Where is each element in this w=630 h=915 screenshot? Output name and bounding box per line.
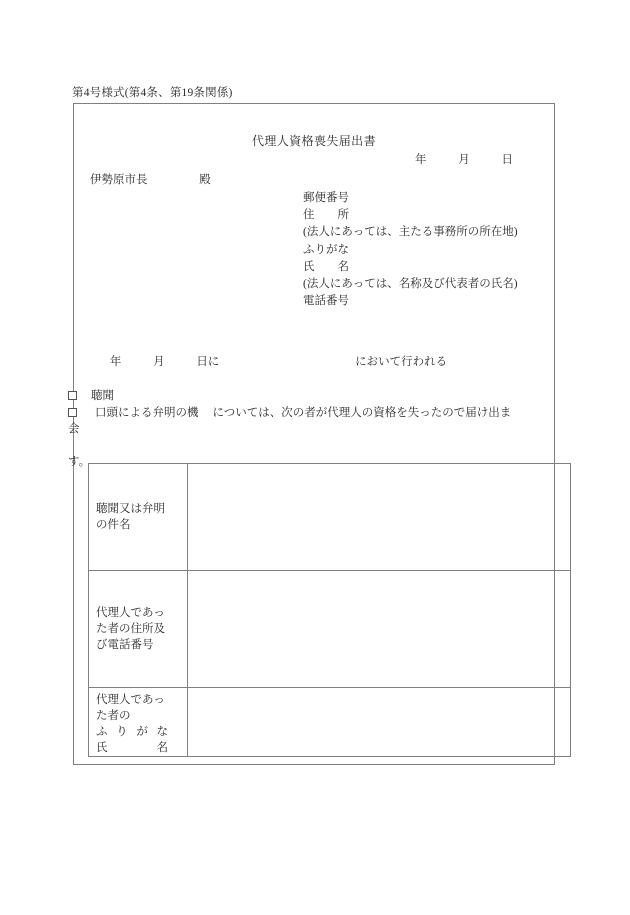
checkbox-row-oral-statement[interactable] — [68, 405, 558, 422]
table-row-label-agent-address — [89, 571, 188, 688]
label-line: の件名 — [96, 519, 131, 531]
body-ending: す。 — [68, 455, 91, 468]
addressee-recipient: 伊勢原市長 — [90, 174, 148, 186]
form-number: 第4号様式(第4条、第19条関係) — [72, 87, 233, 99]
postal-code-label: 郵便番号 — [303, 192, 349, 204]
table-row — [89, 688, 571, 757]
checkbox-label-hearing: 聴聞 — [91, 390, 114, 402]
name-note: (法人にあっては、名称及び代表者の氏名) — [303, 278, 518, 291]
addressee-line — [90, 171, 211, 187]
checkbox-icon[interactable] — [68, 391, 77, 400]
label-line: た者の住所及 — [96, 623, 165, 635]
event-date-location-line — [73, 353, 555, 369]
body-clause: については、次の者が代理人の資格を失ったので届け出ま — [212, 406, 512, 419]
checkbox-icon[interactable] — [68, 408, 77, 417]
table-row — [89, 571, 571, 688]
date-month-label: 月 — [458, 154, 470, 166]
label-line: 聴聞又は弁明 — [96, 503, 165, 515]
table-row-label-subject — [89, 464, 188, 571]
applicant-info-block — [303, 190, 518, 310]
label-line: 代理人であっ — [96, 607, 165, 619]
date-day-label: 日 — [501, 154, 513, 166]
label-line: 代理人であっ — [96, 694, 165, 706]
event-month-label: 月 — [153, 356, 165, 368]
table-row — [89, 464, 571, 571]
address-label: 住 所 — [303, 209, 349, 222]
furigana-label: ふりがな — [303, 243, 349, 256]
event-location-suffix: において行われる — [355, 356, 448, 368]
table-cell-agent-address-value[interactable] — [188, 571, 571, 688]
table-row-label-agent-name — [89, 688, 188, 757]
label-line: た者の — [96, 710, 131, 722]
submission-date-line — [73, 151, 555, 167]
event-day-label: 日に — [196, 356, 220, 368]
checkbox-label-oral-statement: 口頭による弁明の機 — [95, 406, 199, 419]
addressee-honorific: 殿 — [199, 174, 211, 186]
date-year-label: 年 — [415, 154, 427, 166]
name-label: 氏 名 — [303, 260, 349, 273]
phone-label: 電話番号 — [303, 295, 349, 308]
address-note: (法人にあっては、主たる事務所の所在地) — [303, 226, 518, 239]
body-continuation: 会 — [68, 423, 80, 435]
label-line: び電話番号 — [96, 639, 154, 651]
label-name: 氏名 — [96, 742, 168, 754]
checkbox-row-hearing[interactable] — [68, 388, 558, 405]
table-cell-subject-value[interactable] — [188, 464, 571, 571]
page-title: 代理人資格喪失届出書 — [251, 134, 376, 148]
table-cell-agent-name-value[interactable] — [188, 688, 571, 757]
label-furigana: ふりがな — [96, 726, 168, 738]
hearing-type-section — [68, 388, 558, 470]
event-year-label: 年 — [109, 356, 122, 368]
details-table — [88, 463, 571, 757]
